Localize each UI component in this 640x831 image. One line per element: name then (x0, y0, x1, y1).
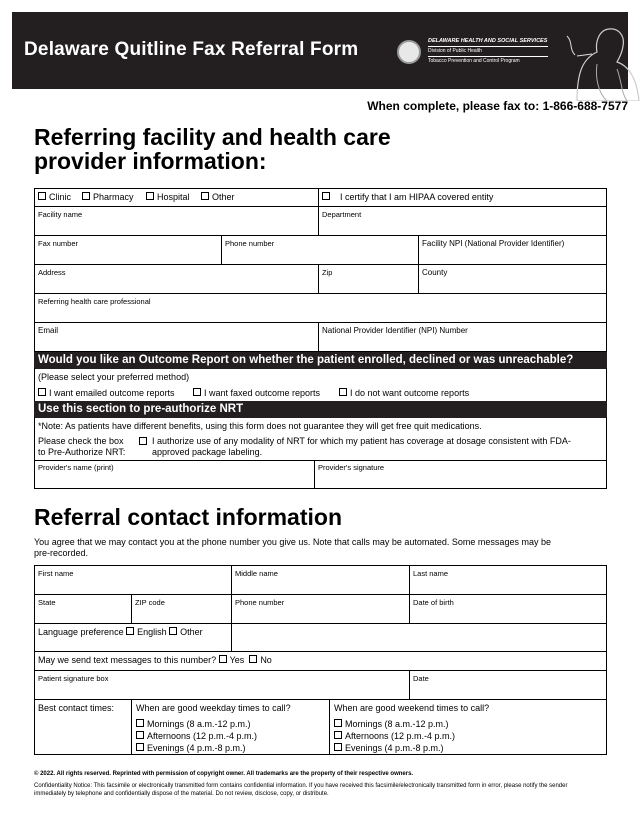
header-banner (12, 12, 628, 89)
phone-number-label: Phone number (225, 239, 275, 248)
agency-logo (428, 38, 548, 65)
smoker-illustration-icon (547, 24, 640, 101)
confidentiality-notice: Confidentiality Notice: This facsimile or electronically transmitted form contains confidential information. If you have received this facsimile/electronically transmitted form in error, please notify the sender immediately by telephone and confidentially dispose of the material. Do not review, disclose, copy, or distribute. (34, 783, 568, 797)
checkbox-icon[interactable] (334, 731, 342, 739)
copyright-notice: © 2022. All rights reserved. Reprinted with permission of copyright owner. All trademarks are the property of their respective owners. (34, 771, 414, 777)
department-field[interactable] (318, 206, 607, 236)
agency-division: Division of Public Health (428, 48, 482, 54)
checkbox-icon[interactable] (249, 655, 257, 663)
address-label: Address (38, 268, 66, 277)
checkbox-icon[interactable] (136, 743, 144, 751)
address-field[interactable] (34, 264, 319, 294)
weekend-mornings[interactable]: Mornings (8 a.m.-12 p.m.) (334, 719, 449, 729)
outcome-report-bar: Would you like an Outcome Report on whether the patient enrolled, declined or was unreachable? (34, 352, 607, 369)
best-times-label: Best contact times: (38, 703, 115, 713)
signature-date-label: Date (413, 674, 429, 683)
form-title: Delaware Quitline Fax Referral Form (24, 39, 359, 60)
patient-signature-label: Patient signature box (38, 674, 109, 683)
checkbox-icon[interactable] (334, 719, 342, 727)
facility-type-hospital[interactable]: Hospital (146, 192, 190, 202)
email-label: Email (38, 326, 59, 335)
weekend-question: When are good weekend times to call? (334, 703, 490, 713)
language-option-english[interactable]: English (126, 627, 167, 637)
language-other-field[interactable] (231, 623, 607, 652)
signature-date-field[interactable] (409, 670, 607, 700)
text-consent-question: May we send text messages to this number? Yes No (38, 655, 272, 665)
fax-number-label: Fax number (38, 239, 79, 248)
npi-number-label: National Provider Identifier (NPI) Number (322, 326, 468, 335)
facility-name-label: Facility name (38, 210, 83, 219)
agency-program: Tobacco Prevention and Control Program (428, 58, 520, 64)
first-name-label: First name (38, 569, 74, 578)
language-label: Language preference English Other (38, 627, 203, 637)
agency-name: DELAWARE HEALTH AND SOCIAL SERVICES (428, 38, 548, 44)
provider-name-label: Provider's name (print) (38, 463, 114, 472)
nrt-bar: Use this section to pre-authorize NRT (34, 401, 607, 418)
checkbox-icon[interactable] (219, 655, 227, 663)
contact-consent: You agree that we may contact you at the phone number you give us. Note that calls may be automated. Some messages may be pre-recorded. (34, 537, 551, 558)
checkbox-icon[interactable] (146, 192, 154, 200)
checkbox-icon[interactable] (322, 192, 330, 200)
checkbox-icon[interactable] (38, 192, 46, 200)
nrt-note: *Note: As patients have different benefits, using this form does not guarantee they will get free quit medications. (38, 421, 482, 431)
date-of-birth-label: Date of birth (413, 598, 454, 607)
facility-type-pharmacy[interactable]: Pharmacy (82, 192, 134, 202)
state-seal-icon (397, 40, 421, 64)
section-heading-referral: Referral contact information (34, 504, 342, 530)
weekday-evenings[interactable]: Evenings (4 p.m.-8 p.m.) (136, 743, 246, 753)
checkbox-icon[interactable] (136, 731, 144, 739)
referring-professional-label: Referring health care professional (38, 297, 151, 306)
nrt-authorize-checkbox[interactable] (139, 437, 147, 445)
checkbox-icon[interactable] (169, 627, 177, 635)
department-label: Department (322, 210, 362, 219)
county-label: County (422, 268, 448, 277)
section-heading-line-1: Referring facility and health care (34, 124, 391, 150)
text-option-yes[interactable]: Yes (219, 655, 245, 665)
weekday-question: When are good weekday times to call? (136, 703, 291, 713)
checkbox-icon[interactable] (201, 192, 209, 200)
checkbox-icon[interactable] (339, 388, 347, 396)
zip-label: Zip (322, 268, 333, 277)
fax-instruction: When complete, please fax to: 1-866-688-7577 (367, 99, 628, 113)
facility-npi-label: Facility NPI (National Provider Identifier) (422, 239, 565, 248)
outcome-option-none[interactable]: I do not want outcome reports (339, 388, 469, 398)
text-option-no[interactable]: No (249, 655, 272, 665)
checkbox-icon[interactable] (126, 627, 134, 635)
facility-type-clinic[interactable]: Clinic (38, 192, 71, 202)
section-heading-provider (34, 125, 391, 173)
email-field[interactable] (34, 322, 319, 352)
middle-name-label: Middle name (235, 569, 278, 578)
outcome-option-fax[interactable]: I want faxed outcome reports (193, 388, 320, 398)
zip-code-label: ZIP code (135, 598, 165, 607)
checkbox-icon[interactable] (82, 192, 90, 200)
facility-type-other[interactable]: Other (201, 192, 235, 202)
provider-signature-label: Provider's signature (318, 463, 385, 472)
last-name-label: Last name (413, 569, 449, 578)
weekday-mornings[interactable]: Mornings (8 a.m.-12 p.m.) (136, 719, 251, 729)
outcome-option-email[interactable]: I want emailed outcome reports (38, 388, 175, 398)
nrt-check-label: Please check the box to Pre-Authorize NRT: (38, 436, 126, 457)
language-option-other[interactable]: Other (169, 627, 203, 637)
checkbox-icon[interactable] (136, 719, 144, 727)
checkbox-icon[interactable] (38, 388, 46, 396)
state-label: State (38, 598, 56, 607)
checkbox-icon[interactable] (334, 743, 342, 751)
checkbox-icon[interactable] (193, 388, 201, 396)
weekday-afternoons[interactable]: Afternoons (12 p.m.-4 p.m.) (136, 731, 257, 741)
hipaa-checkbox[interactable]: I certify that I am HIPAA covered entity (322, 192, 493, 202)
outcome-instruction: (Please select your preferred method) (38, 372, 190, 382)
weekend-evenings[interactable]: Evenings (4 p.m.-8 p.m.) (334, 743, 444, 753)
weekend-afternoons[interactable]: Afternoons (12 p.m.-4 p.m.) (334, 731, 455, 741)
section-heading-line-2: provider information: (34, 148, 267, 174)
contact-phone-label: Phone number (235, 598, 285, 607)
nrt-authorize-text: I authorize use of any modality of NRT for which my patient has coverage at dosage consistent with FDA- approved package labeling. (152, 436, 571, 457)
zip-field[interactable] (318, 264, 419, 294)
